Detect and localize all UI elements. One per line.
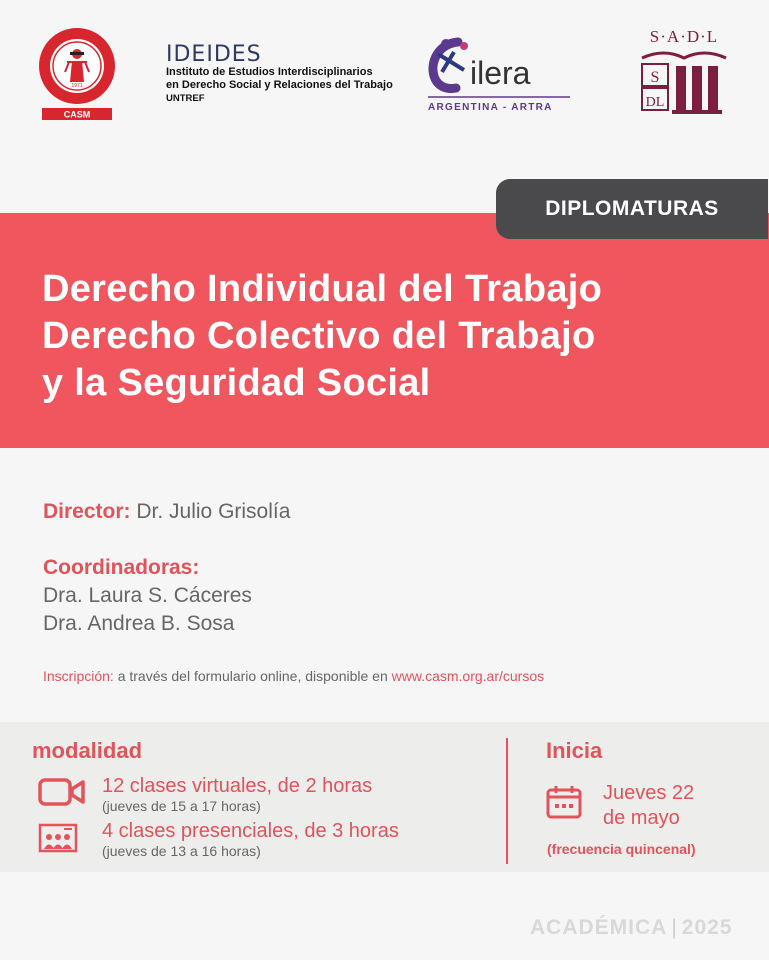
footer-left: ACADÉMICA: [530, 916, 668, 939]
modalidad-item-1-sub: (jueves de 15 a 17 horas): [102, 798, 261, 814]
footer-brand: [530, 916, 733, 940]
modalidad-item-2: [102, 820, 399, 859]
modalidad-item-1-main: 12 clases virtuales, de 2 horas: [102, 775, 373, 797]
director-block: [43, 500, 290, 524]
casm-label: CASM: [63, 109, 91, 120]
director-name: Dr. Julio Grisolía: [136, 500, 291, 523]
course-title: [42, 266, 762, 407]
footer-year: 2025: [681, 916, 733, 939]
coordinadoras-label: Coordinadoras:: [43, 556, 200, 579]
ideides-logo: [166, 44, 396, 104]
ideides-line1: Instituto de Estudios Interdisciplinarios: [166, 66, 373, 78]
svg-text:DL: DL: [645, 95, 665, 110]
sadl-top: S·A·D·L: [649, 27, 719, 46]
ideides-untref: UNTREF: [166, 93, 205, 104]
inicia-title: Inicia: [546, 738, 603, 763]
coordinadoras-block: [43, 554, 252, 638]
sadl-logo: [636, 22, 732, 122]
start-date-line1: Jueves 22: [603, 782, 695, 804]
ideides-line2: en Derecho Social y Relaciones del Trabajo: [166, 79, 393, 91]
footer-separator: |: [671, 916, 678, 939]
casm-logo: [34, 24, 120, 122]
svg-text:S: S: [650, 69, 660, 86]
diplomaturas-tag: DIPLOMATURAS: [496, 179, 768, 239]
cilera-sub: ARGENTINA - ARTRA: [428, 102, 553, 113]
modalidad-item-2-sub: (jueves de 13 a 16 horas): [102, 843, 261, 859]
inscripcion-text: a través del formulario online, disponible en: [117, 668, 388, 684]
start-date-line2: de mayo: [603, 807, 680, 829]
coordinadora-2: Dra. Andrea B. Sosa: [43, 612, 235, 635]
calendar-icon: [546, 784, 582, 820]
frequency-note: (frecuencia quincenal): [547, 841, 696, 857]
cilera-logo: [424, 32, 576, 114]
director-label: Director:: [43, 500, 131, 523]
title-line-1: Derecho Individual del Trabajo: [42, 268, 603, 310]
start-date: [603, 781, 694, 831]
video-camera-icon: [38, 776, 86, 808]
ideides-brand: IDEIDES: [166, 42, 262, 67]
title-line-2: Derecho Colectivo del Trabajo: [42, 315, 596, 357]
modalidad-title: modalidad: [32, 738, 143, 763]
classroom-icon: [38, 822, 78, 854]
modalidad-item-1: [102, 775, 372, 814]
coordinadora-1: Dra. Laura S. Cáceres: [43, 584, 252, 607]
info-divider: [506, 738, 508, 864]
cilera-brand: ilera: [470, 55, 531, 91]
inscripcion-link[interactable]: www.casm.org.ar/cursos: [391, 668, 545, 684]
title-line-3: y la Seguridad Social: [42, 362, 431, 404]
inscripcion-line: [43, 668, 544, 684]
modalidad-item-2-main: 4 clases presenciales, de 3 horas: [102, 820, 399, 842]
casm-year: 1971: [71, 83, 83, 89]
inscripcion-label: Inscripción:: [43, 668, 114, 684]
